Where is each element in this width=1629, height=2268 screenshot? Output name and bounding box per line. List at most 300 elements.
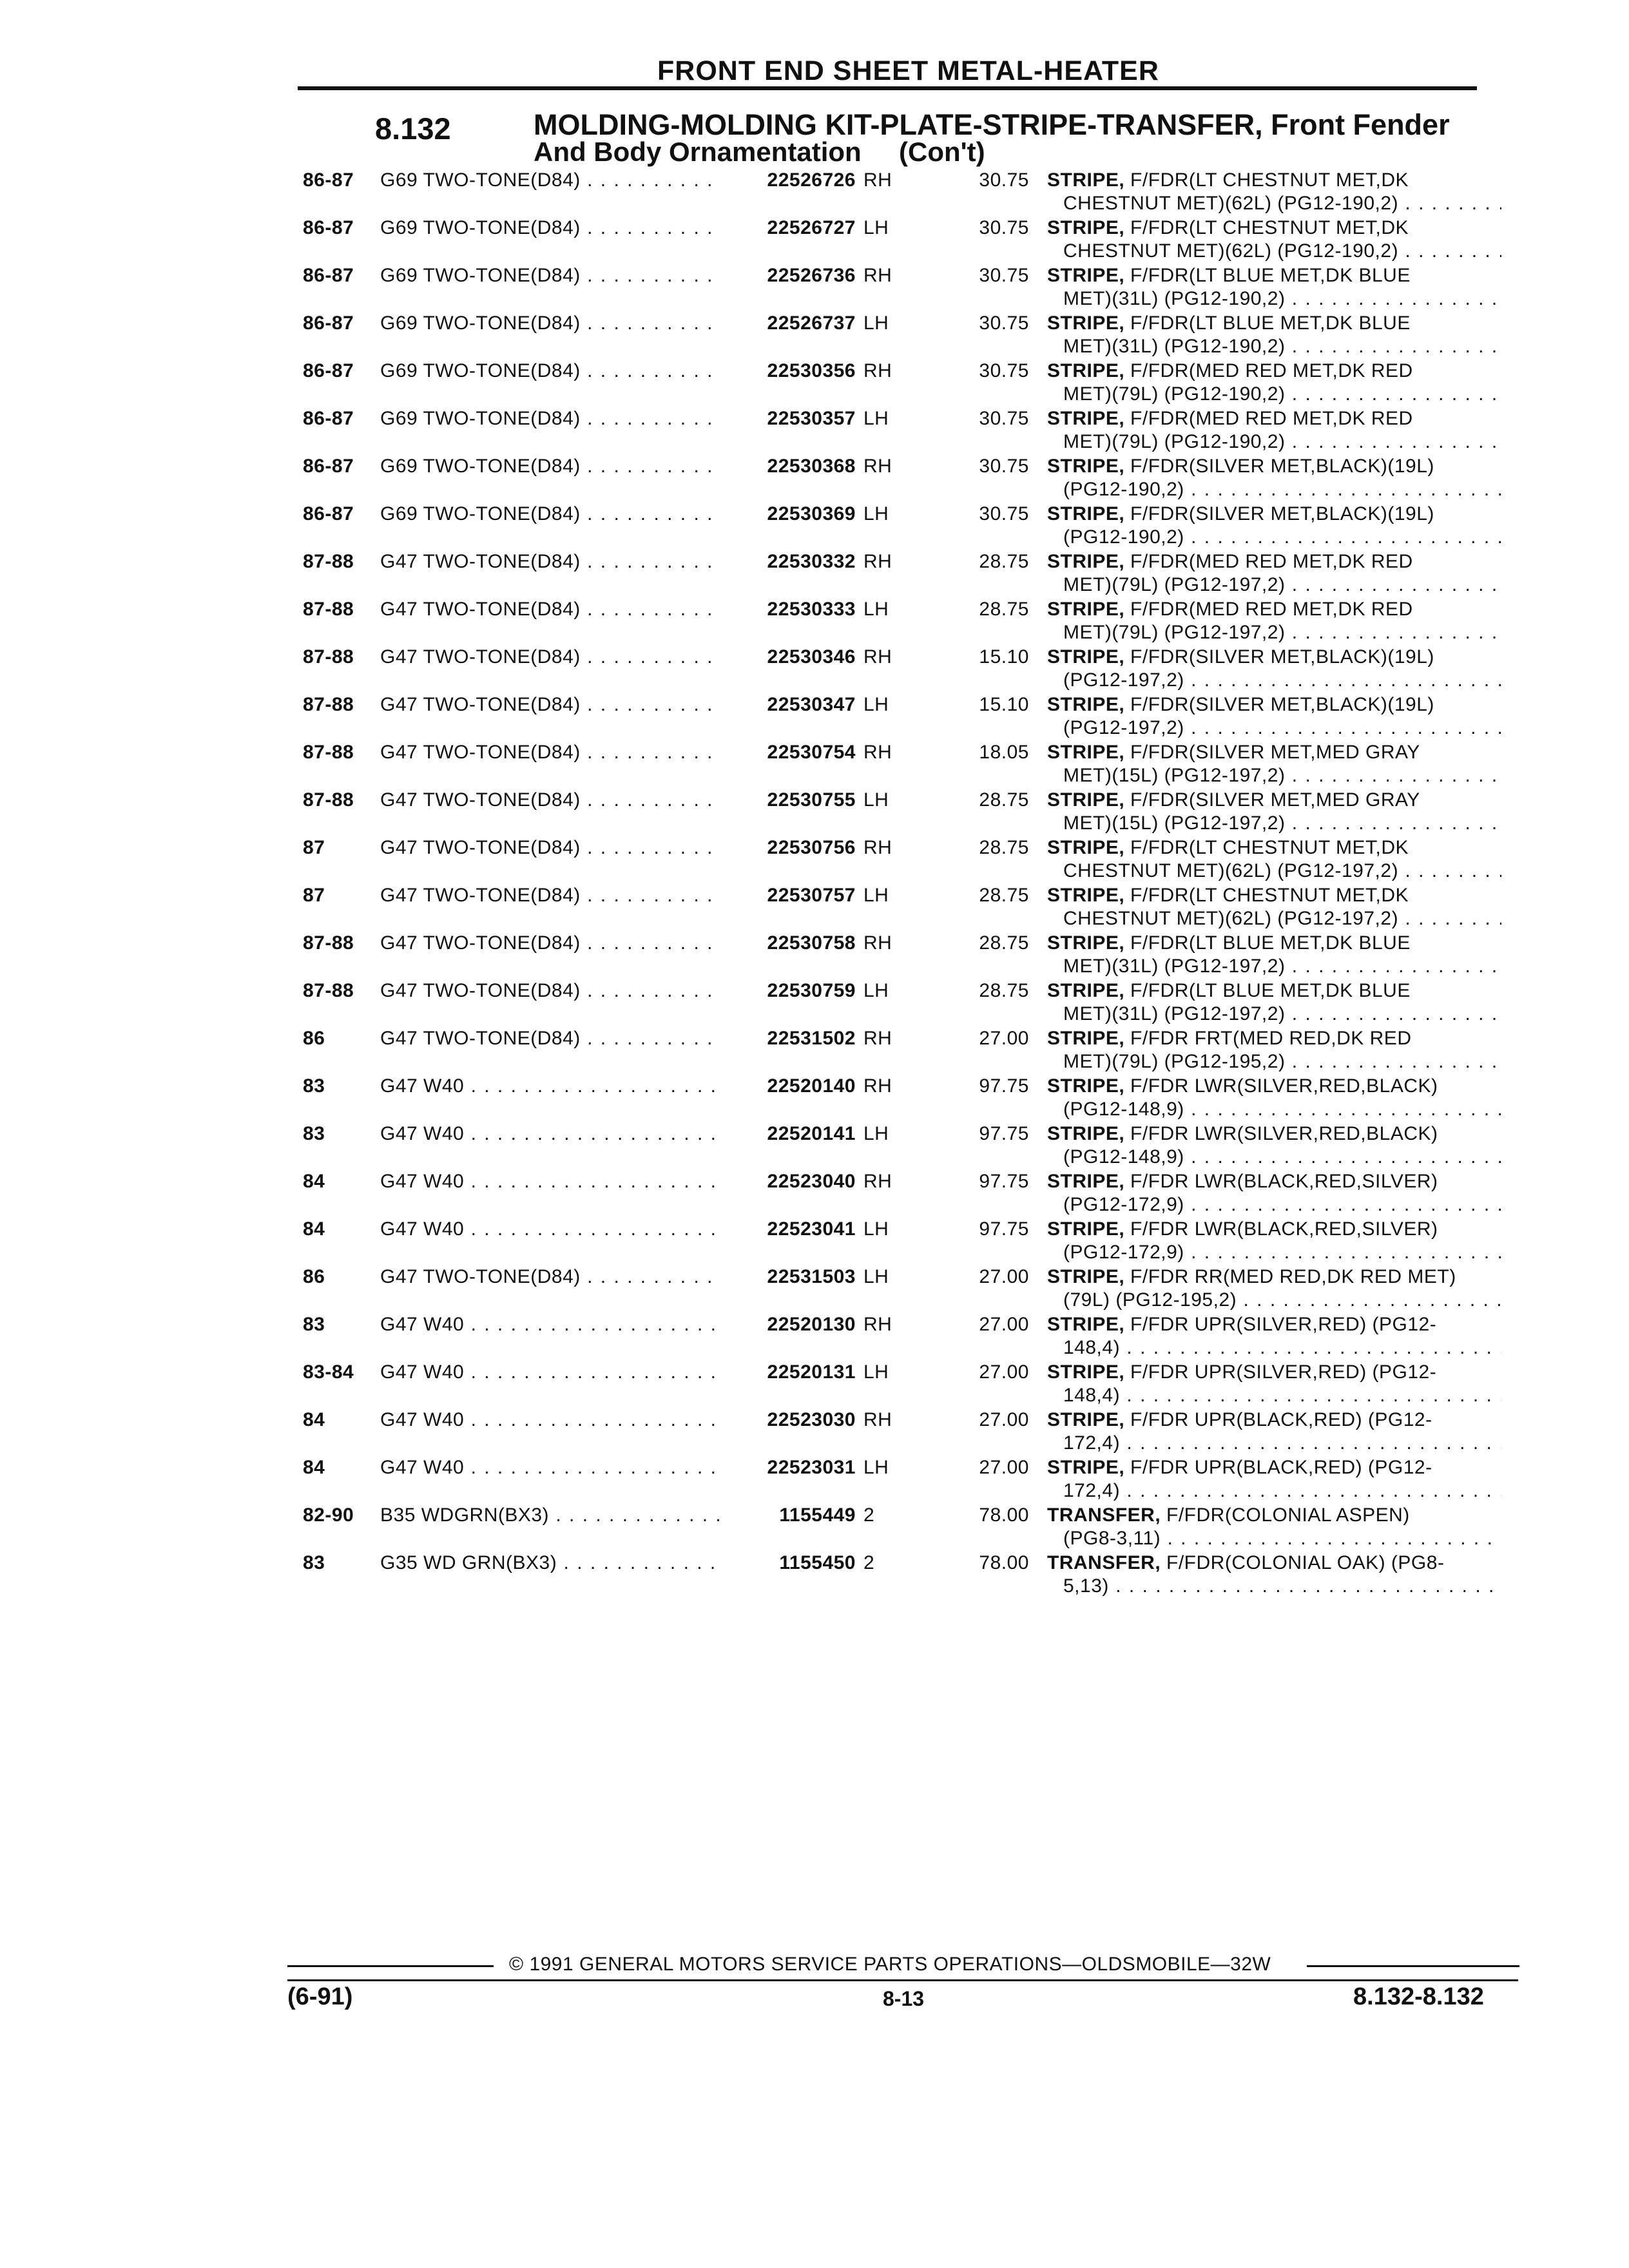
row-note-text: F/FDR(SILVER MET,BLACK)(19L): [1130, 503, 1434, 524]
section-title-line1: MOLDING-MOLDING KIT-PLATE-STRIPE-TRANSFER, Front Fender: [534, 108, 1450, 141]
row-side: RH: [863, 456, 892, 477]
row-years: 86-87: [303, 360, 354, 381]
row-price: 28.75: [979, 885, 1029, 906]
row-years: 86-87: [303, 265, 354, 286]
row-note-line1: [1047, 646, 1434, 669]
footer-copyright: © 1991 GENERAL MOTORS SERVICE PARTS OPERATIONS—OLDSMOBILE—32W: [509, 1954, 1271, 1975]
row-note-line2: (PG12-190,2) . . .: [1063, 478, 1501, 501]
row-note-text: F/FDR(LT CHESTNUT MET,DK: [1130, 885, 1409, 906]
row-price: 30.75: [979, 456, 1029, 477]
row-note-text: F/FDR UPR(SILVER,RED) (PG12-: [1130, 1361, 1437, 1383]
row-description: B35 WDGRN(BX3) . . .: [380, 1504, 722, 1527]
row-note-line2: (PG12-197,2) . . .: [1063, 669, 1501, 692]
parts-row: [0, 1552, 1629, 1598]
row-years: 87-88: [303, 694, 354, 715]
row-item-name: STRIPE,: [1047, 456, 1125, 477]
parts-row: [0, 503, 1629, 549]
row-part-number: 22530756: [722, 836, 856, 860]
row-price: 15.10: [979, 694, 1029, 715]
row-item-name: TRANSFER,: [1047, 1504, 1161, 1526]
row-side: LH: [863, 1218, 889, 1240]
row-side: RH: [863, 1171, 892, 1192]
parts-row: [0, 407, 1629, 454]
parts-row: [0, 1265, 1629, 1312]
row-side: RH: [863, 1028, 892, 1049]
row-note-text: F/FDR(MED RED MET,DK RED: [1130, 599, 1413, 620]
parts-row: [0, 646, 1629, 692]
row-years: 86-87: [303, 408, 354, 429]
row-price: 30.75: [979, 265, 1029, 286]
row-description: G47 W40 . . .: [380, 1361, 722, 1384]
row-years: 86-87: [303, 456, 354, 477]
row-note-line1: [1047, 550, 1413, 573]
row-years: 86-87: [303, 169, 354, 191]
row-description: G47 TWO-TONE(D84) . . .: [380, 789, 722, 812]
row-price: 27.00: [979, 1361, 1029, 1383]
row-side: RH: [863, 1409, 892, 1430]
row-item-name: STRIPE,: [1047, 1171, 1125, 1192]
row-note-text: F/FDR RR(MED RED,DK RED MET): [1130, 1266, 1456, 1287]
parts-row: [0, 216, 1629, 263]
row-price: 30.75: [979, 169, 1029, 191]
row-side: LH: [863, 1123, 889, 1144]
row-note-line2: (PG12-148,9) . . .: [1063, 1098, 1501, 1121]
row-note-line1: [1047, 1552, 1444, 1575]
row-note-line1: [1047, 1265, 1456, 1289]
row-note-line1: [1047, 455, 1434, 478]
row-years: 86-87: [303, 312, 354, 334]
row-note-line1: [1047, 598, 1413, 621]
row-note-line2: (PG12-148,9) . . .: [1063, 1146, 1501, 1169]
row-note-text: F/FDR LWR(SILVER,RED,BLACK): [1130, 1123, 1438, 1144]
row-note-line2: MET)(79L) (PG12-195,2) . . .: [1063, 1050, 1501, 1073]
parts-row: [0, 1313, 1629, 1360]
row-note-text: F/FDR UPR(BLACK,RED) (PG12-: [1130, 1457, 1432, 1478]
row-item-name: STRIPE,: [1047, 980, 1125, 1001]
row-item-name: STRIPE,: [1047, 360, 1125, 381]
row-description: G47 W40 . . .: [380, 1122, 722, 1146]
row-item-name: STRIPE,: [1047, 789, 1125, 811]
row-years: 83: [303, 1123, 325, 1144]
parts-row: [0, 789, 1629, 835]
row-note-line1: [1047, 1504, 1410, 1527]
page-title: FRONT END SHEET METAL-HEATER: [657, 55, 1159, 86]
row-note-line2: CHESTNUT MET)(62L) (PG12-190,2) . . .: [1063, 192, 1501, 215]
row-description: G47 TWO-TONE(D84) . . .: [380, 884, 722, 907]
parts-row: [0, 1456, 1629, 1503]
row-description: G47 W40 . . .: [380, 1456, 722, 1479]
parts-row: [0, 598, 1629, 644]
row-note-text: F/FDR LWR(BLACK,RED,SILVER): [1130, 1171, 1438, 1192]
parts-row: [0, 1504, 1629, 1550]
footer-date: (6-91): [287, 1983, 353, 2010]
row-item-name: STRIPE,: [1047, 646, 1125, 668]
parts-row: [0, 264, 1629, 311]
row-part-number: 22526726: [722, 169, 856, 192]
row-description: G35 WD GRN(BX3) . . .: [380, 1552, 722, 1575]
row-side: RH: [863, 360, 892, 381]
parts-row: [0, 1075, 1629, 1121]
row-part-number: 22526737: [722, 312, 856, 335]
row-price: 30.75: [979, 360, 1029, 381]
row-part-number: 22530333: [722, 598, 856, 621]
row-description: G47 W40 . . .: [380, 1313, 722, 1336]
row-note-line1: [1047, 360, 1413, 383]
row-part-number: 22520140: [722, 1075, 856, 1098]
row-price: 28.75: [979, 837, 1029, 858]
row-note-line1: [1047, 1075, 1438, 1098]
row-note-line1: [1047, 1456, 1432, 1479]
row-note-text: F/FDR(LT CHESTNUT MET,DK: [1130, 217, 1409, 238]
row-years: 83-84: [303, 1361, 354, 1383]
row-years: 84: [303, 1218, 325, 1240]
row-note-line2: (PG8-3,11) . . .: [1063, 1527, 1501, 1550]
row-note-text: F/FDR(SILVER MET,BLACK)(19L): [1130, 646, 1434, 668]
row-price: 27.00: [979, 1028, 1029, 1049]
row-part-number: 22530332: [722, 550, 856, 573]
row-side: LH: [863, 789, 889, 811]
row-side: LH: [863, 408, 889, 429]
row-side: LH: [863, 312, 889, 334]
row-price: 27.00: [979, 1409, 1029, 1430]
row-description: G69 TWO-TONE(D84) . . .: [380, 264, 722, 287]
parts-row: [0, 1027, 1629, 1073]
parts-row: [0, 1408, 1629, 1455]
parts-row: [0, 1218, 1629, 1264]
row-note-line2: 5,13) . . .: [1063, 1575, 1501, 1598]
footer-page-number: 8-13: [883, 1987, 925, 2010]
row-note-text: F/FDR(MED RED MET,DK RED: [1130, 551, 1413, 572]
row-years: 87-88: [303, 646, 354, 668]
row-item-name: STRIPE,: [1047, 932, 1125, 954]
parts-row: [0, 1170, 1629, 1216]
row-note-line1: [1047, 503, 1434, 526]
row-note-line2: 148,4) . . .: [1063, 1336, 1501, 1360]
row-note-line1: [1047, 407, 1413, 430]
row-part-number: 22531502: [722, 1027, 856, 1050]
row-description: G47 TWO-TONE(D84) . . .: [380, 741, 722, 764]
row-item-name: STRIPE,: [1047, 1457, 1125, 1478]
row-item-name: STRIPE,: [1047, 1409, 1125, 1430]
row-item-name: STRIPE,: [1047, 265, 1125, 286]
row-note-text: F/FDR(COLONIAL ASPEN): [1166, 1504, 1410, 1526]
row-description: G69 TWO-TONE(D84) . . .: [380, 169, 722, 192]
row-years: 86-87: [303, 503, 354, 524]
row-price: 28.75: [979, 980, 1029, 1001]
row-note-line2: MET)(79L) (PG12-197,2) . . .: [1063, 621, 1501, 644]
parts-row: [0, 979, 1629, 1026]
row-side: LH: [863, 1361, 889, 1383]
row-item-name: STRIPE,: [1047, 503, 1125, 524]
parts-row: [0, 741, 1629, 787]
row-note-line1: [1047, 932, 1411, 955]
parts-row: [0, 312, 1629, 358]
parts-row: [0, 932, 1629, 978]
footer-rule: [287, 1979, 1518, 1981]
row-price: 78.00: [979, 1552, 1029, 1573]
row-part-number: 22530759: [722, 979, 856, 1003]
row-price: 15.10: [979, 646, 1029, 668]
row-part-number: 22520130: [722, 1313, 856, 1336]
row-item-name: STRIPE,: [1047, 408, 1125, 429]
row-side: RH: [863, 169, 892, 191]
row-note-line1: [1047, 1122, 1438, 1146]
parts-row: [0, 360, 1629, 406]
row-description: G69 TWO-TONE(D84) . . .: [380, 503, 722, 526]
row-price: 97.75: [979, 1218, 1029, 1240]
row-price: 28.75: [979, 789, 1029, 811]
row-part-number: 22526727: [722, 216, 856, 240]
row-years: 84: [303, 1409, 325, 1430]
row-description: G47 TWO-TONE(D84) . . .: [380, 932, 722, 955]
row-side: 2: [863, 1504, 875, 1526]
row-part-number: 22520141: [722, 1122, 856, 1146]
row-years: 83: [303, 1075, 325, 1097]
row-part-number: 22531503: [722, 1265, 856, 1289]
row-item-name: STRIPE,: [1047, 1314, 1125, 1335]
row-part-number: 1155450: [722, 1552, 856, 1575]
row-note-line1: [1047, 979, 1411, 1003]
row-description: G47 W40 . . .: [380, 1170, 722, 1193]
row-price: 27.00: [979, 1457, 1029, 1478]
parts-row: [0, 455, 1629, 501]
row-years: 84: [303, 1457, 325, 1478]
row-part-number: 22526736: [722, 264, 856, 287]
row-part-number: 22530757: [722, 884, 856, 907]
row-item-name: STRIPE,: [1047, 312, 1125, 334]
row-item-name: STRIPE,: [1047, 1218, 1125, 1240]
row-item-name: STRIPE,: [1047, 694, 1125, 715]
row-note-line2: 172,4) . . .: [1063, 1479, 1501, 1503]
row-note-text: F/FDR(MED RED MET,DK RED: [1130, 360, 1413, 381]
row-item-name: STRIPE,: [1047, 1361, 1125, 1383]
row-years: 87-88: [303, 932, 354, 954]
row-note-line2: MET)(31L) (PG12-197,2) . . .: [1063, 955, 1501, 978]
row-note-line2: MET)(15L) (PG12-197,2) . . .: [1063, 812, 1501, 835]
row-part-number: 22530356: [722, 360, 856, 383]
parts-row: [0, 884, 1629, 930]
row-side: LH: [863, 1266, 889, 1287]
row-side: RH: [863, 551, 892, 572]
row-note-text: F/FDR(COLONIAL OAK) (PG8-: [1166, 1552, 1445, 1573]
row-note-line1: [1047, 693, 1434, 716]
row-description: G47 TWO-TONE(D84) . . .: [380, 693, 722, 716]
row-years: 86: [303, 1266, 325, 1287]
row-price: 30.75: [979, 312, 1029, 334]
row-side: RH: [863, 837, 892, 858]
row-note-text: F/FDR FRT(MED RED,DK RED: [1130, 1028, 1412, 1049]
row-price: 30.75: [979, 503, 1029, 524]
parts-row: [0, 836, 1629, 883]
row-part-number: 22523041: [722, 1218, 856, 1241]
row-part-number: 22530347: [722, 693, 856, 716]
row-price: 30.75: [979, 217, 1029, 238]
row-note-line1: [1047, 1218, 1438, 1241]
row-side: 2: [863, 1552, 875, 1573]
row-part-number: 22530346: [722, 646, 856, 669]
row-item-name: STRIPE,: [1047, 1028, 1125, 1049]
row-side: LH: [863, 503, 889, 524]
row-item-name: STRIPE,: [1047, 599, 1125, 620]
row-years: 84: [303, 1171, 325, 1192]
row-note-line1: [1047, 1408, 1432, 1432]
row-note-text: F/FDR(MED RED MET,DK RED: [1130, 408, 1413, 429]
row-note-line1: [1047, 216, 1409, 240]
row-description: G47 TWO-TONE(D84) . . .: [380, 646, 722, 669]
row-part-number: 22530368: [722, 455, 856, 478]
row-note-line2: MET)(79L) (PG12-197,2) . . .: [1063, 573, 1501, 597]
row-price: 18.05: [979, 742, 1029, 763]
row-years: 87-88: [303, 742, 354, 763]
row-description: G47 TWO-TONE(D84) . . .: [380, 979, 722, 1003]
parts-row: [0, 550, 1629, 597]
parts-row: [0, 1361, 1629, 1407]
row-note-text: F/FDR LWR(BLACK,RED,SILVER): [1130, 1218, 1438, 1240]
row-description: G47 W40 . . .: [380, 1075, 722, 1098]
row-item-name: STRIPE,: [1047, 1266, 1125, 1287]
row-side: LH: [863, 980, 889, 1001]
row-note-line1: [1047, 1313, 1436, 1336]
row-price: 27.00: [979, 1314, 1029, 1335]
row-description: G69 TWO-TONE(D84) . . .: [380, 360, 722, 383]
row-part-number: 22520131: [722, 1361, 856, 1384]
parts-row: [0, 1122, 1629, 1169]
row-price: 28.75: [979, 932, 1029, 954]
row-price: 97.75: [979, 1171, 1029, 1192]
row-years: 83: [303, 1552, 325, 1573]
row-note-line2: MET)(15L) (PG12-197,2) . . .: [1063, 764, 1501, 787]
row-note-line2: (79L) (PG12-195,2) . . .: [1063, 1289, 1501, 1312]
row-note-line1: [1047, 789, 1420, 812]
row-years: 86-87: [303, 217, 354, 238]
row-description: G47 W40 . . .: [380, 1408, 722, 1432]
row-part-number: 22523031: [722, 1456, 856, 1479]
row-note-line1: [1047, 169, 1409, 192]
row-item-name: TRANSFER,: [1047, 1552, 1161, 1573]
row-note-line2: CHESTNUT MET)(62L) (PG12-197,2) . . .: [1063, 907, 1501, 930]
row-side: RH: [863, 932, 892, 954]
row-years: 86: [303, 1028, 325, 1049]
row-part-number: 22530758: [722, 932, 856, 955]
row-note-line2: (PG12-197,2) . . .: [1063, 716, 1501, 740]
row-description: G69 TWO-TONE(D84) . . .: [380, 455, 722, 478]
row-part-number: 22523040: [722, 1170, 856, 1193]
row-side: LH: [863, 885, 889, 906]
row-note-text: F/FDR(SILVER MET,BLACK)(19L): [1130, 694, 1434, 715]
row-years: 82-90: [303, 1504, 354, 1526]
row-part-number: 22530369: [722, 503, 856, 526]
row-note-text: F/FDR(LT BLUE MET,DK BLUE: [1130, 312, 1411, 334]
row-note-line2: (PG12-172,9) . . .: [1063, 1241, 1501, 1264]
row-price: 28.75: [979, 599, 1029, 620]
row-note-text: F/FDR LWR(SILVER,RED,BLACK): [1130, 1075, 1438, 1097]
row-description: G47 TWO-TONE(D84) . . .: [380, 1027, 722, 1050]
footer-rule-left: [287, 1965, 494, 1967]
row-side: LH: [863, 599, 889, 620]
row-note-text: F/FDR(LT BLUE MET,DK BLUE: [1130, 932, 1411, 954]
row-note-line2: MET)(79L) (PG12-190,2) . . .: [1063, 383, 1501, 406]
section-title-line2: And Body Ornamentation (Con't): [534, 137, 985, 167]
row-note-line1: [1047, 1170, 1438, 1193]
row-side: RH: [863, 265, 892, 286]
row-note-text: F/FDR UPR(BLACK,RED) (PG12-: [1130, 1409, 1432, 1430]
row-note-line2: 148,4) . . .: [1063, 1384, 1501, 1407]
row-description: G69 TWO-TONE(D84) . . .: [380, 312, 722, 335]
footer-section-range: 8.132-8.132: [1353, 1983, 1484, 2010]
row-part-number: 22530357: [722, 407, 856, 430]
row-years: 87-88: [303, 980, 354, 1001]
section-number: 8.132: [375, 111, 451, 146]
row-item-name: STRIPE,: [1047, 217, 1125, 238]
row-price: 30.75: [979, 408, 1029, 429]
row-side: RH: [863, 1314, 892, 1335]
row-item-name: STRIPE,: [1047, 885, 1125, 906]
row-note-line2: MET)(31L) (PG12-190,2) . . .: [1063, 335, 1501, 358]
row-description: G47 TWO-TONE(D84) . . .: [380, 836, 722, 860]
row-note-text: F/FDR(LT CHESTNUT MET,DK: [1130, 837, 1409, 858]
row-description: G47 TWO-TONE(D84) . . .: [380, 598, 722, 621]
row-note-line1: [1047, 312, 1411, 335]
row-part-number: 22530755: [722, 789, 856, 812]
row-note-line1: [1047, 836, 1409, 860]
row-description: G47 TWO-TONE(D84) . . .: [380, 550, 722, 573]
row-side: RH: [863, 742, 892, 763]
row-years: 87-88: [303, 599, 354, 620]
row-price: 97.75: [979, 1075, 1029, 1097]
row-years: 87: [303, 837, 325, 858]
parts-row: [0, 693, 1629, 740]
row-side: RH: [863, 1075, 892, 1097]
row-note-line2: (PG12-172,9) . . .: [1063, 1193, 1501, 1216]
row-note-text: F/FDR(SILVER MET,MED GRAY: [1130, 742, 1420, 763]
row-note-line2: MET)(31L) (PG12-197,2) . . .: [1063, 1003, 1501, 1026]
row-side: LH: [863, 1457, 889, 1478]
row-note-text: F/FDR(LT CHESTNUT MET,DK: [1130, 169, 1409, 191]
row-note-line2: CHESTNUT MET)(62L) (PG12-197,2) . . .: [1063, 860, 1501, 883]
row-description: G47 TWO-TONE(D84) . . .: [380, 1265, 722, 1289]
row-note-text: F/FDR(SILVER MET,MED GRAY: [1130, 789, 1420, 811]
row-note-line1: [1047, 264, 1411, 287]
row-part-number: 22523030: [722, 1408, 856, 1432]
row-note-text: F/FDR(LT BLUE MET,DK BLUE: [1130, 265, 1411, 286]
row-side: LH: [863, 217, 889, 238]
row-part-number: 1155449: [722, 1504, 856, 1527]
row-item-name: STRIPE,: [1047, 551, 1125, 572]
row-price: 28.75: [979, 551, 1029, 572]
footer-rule-right: [1307, 1965, 1519, 1967]
row-description: G69 TWO-TONE(D84) . . .: [380, 216, 722, 240]
row-note-line2: MET)(79L) (PG12-190,2) . . .: [1063, 430, 1501, 454]
row-note-line1: [1047, 884, 1409, 907]
row-note-line2: 172,4) . . .: [1063, 1432, 1501, 1455]
row-years: 87: [303, 885, 325, 906]
row-item-name: STRIPE,: [1047, 837, 1125, 858]
row-item-name: STRIPE,: [1047, 742, 1125, 763]
row-side: LH: [863, 694, 889, 715]
row-item-name: STRIPE,: [1047, 1075, 1125, 1097]
row-part-number: 22530754: [722, 741, 856, 764]
row-description: G47 W40 . . .: [380, 1218, 722, 1241]
row-years: 87-88: [303, 551, 354, 572]
row-item-name: STRIPE,: [1047, 169, 1125, 191]
parts-row: [0, 169, 1629, 215]
row-note-line2: (PG12-190,2) . . .: [1063, 526, 1501, 549]
row-note-text: F/FDR(SILVER MET,BLACK)(19L): [1130, 456, 1434, 477]
row-note-line1: [1047, 1027, 1412, 1050]
row-note-line1: [1047, 1361, 1436, 1384]
row-years: 87-88: [303, 789, 354, 811]
row-years: 83: [303, 1314, 325, 1335]
